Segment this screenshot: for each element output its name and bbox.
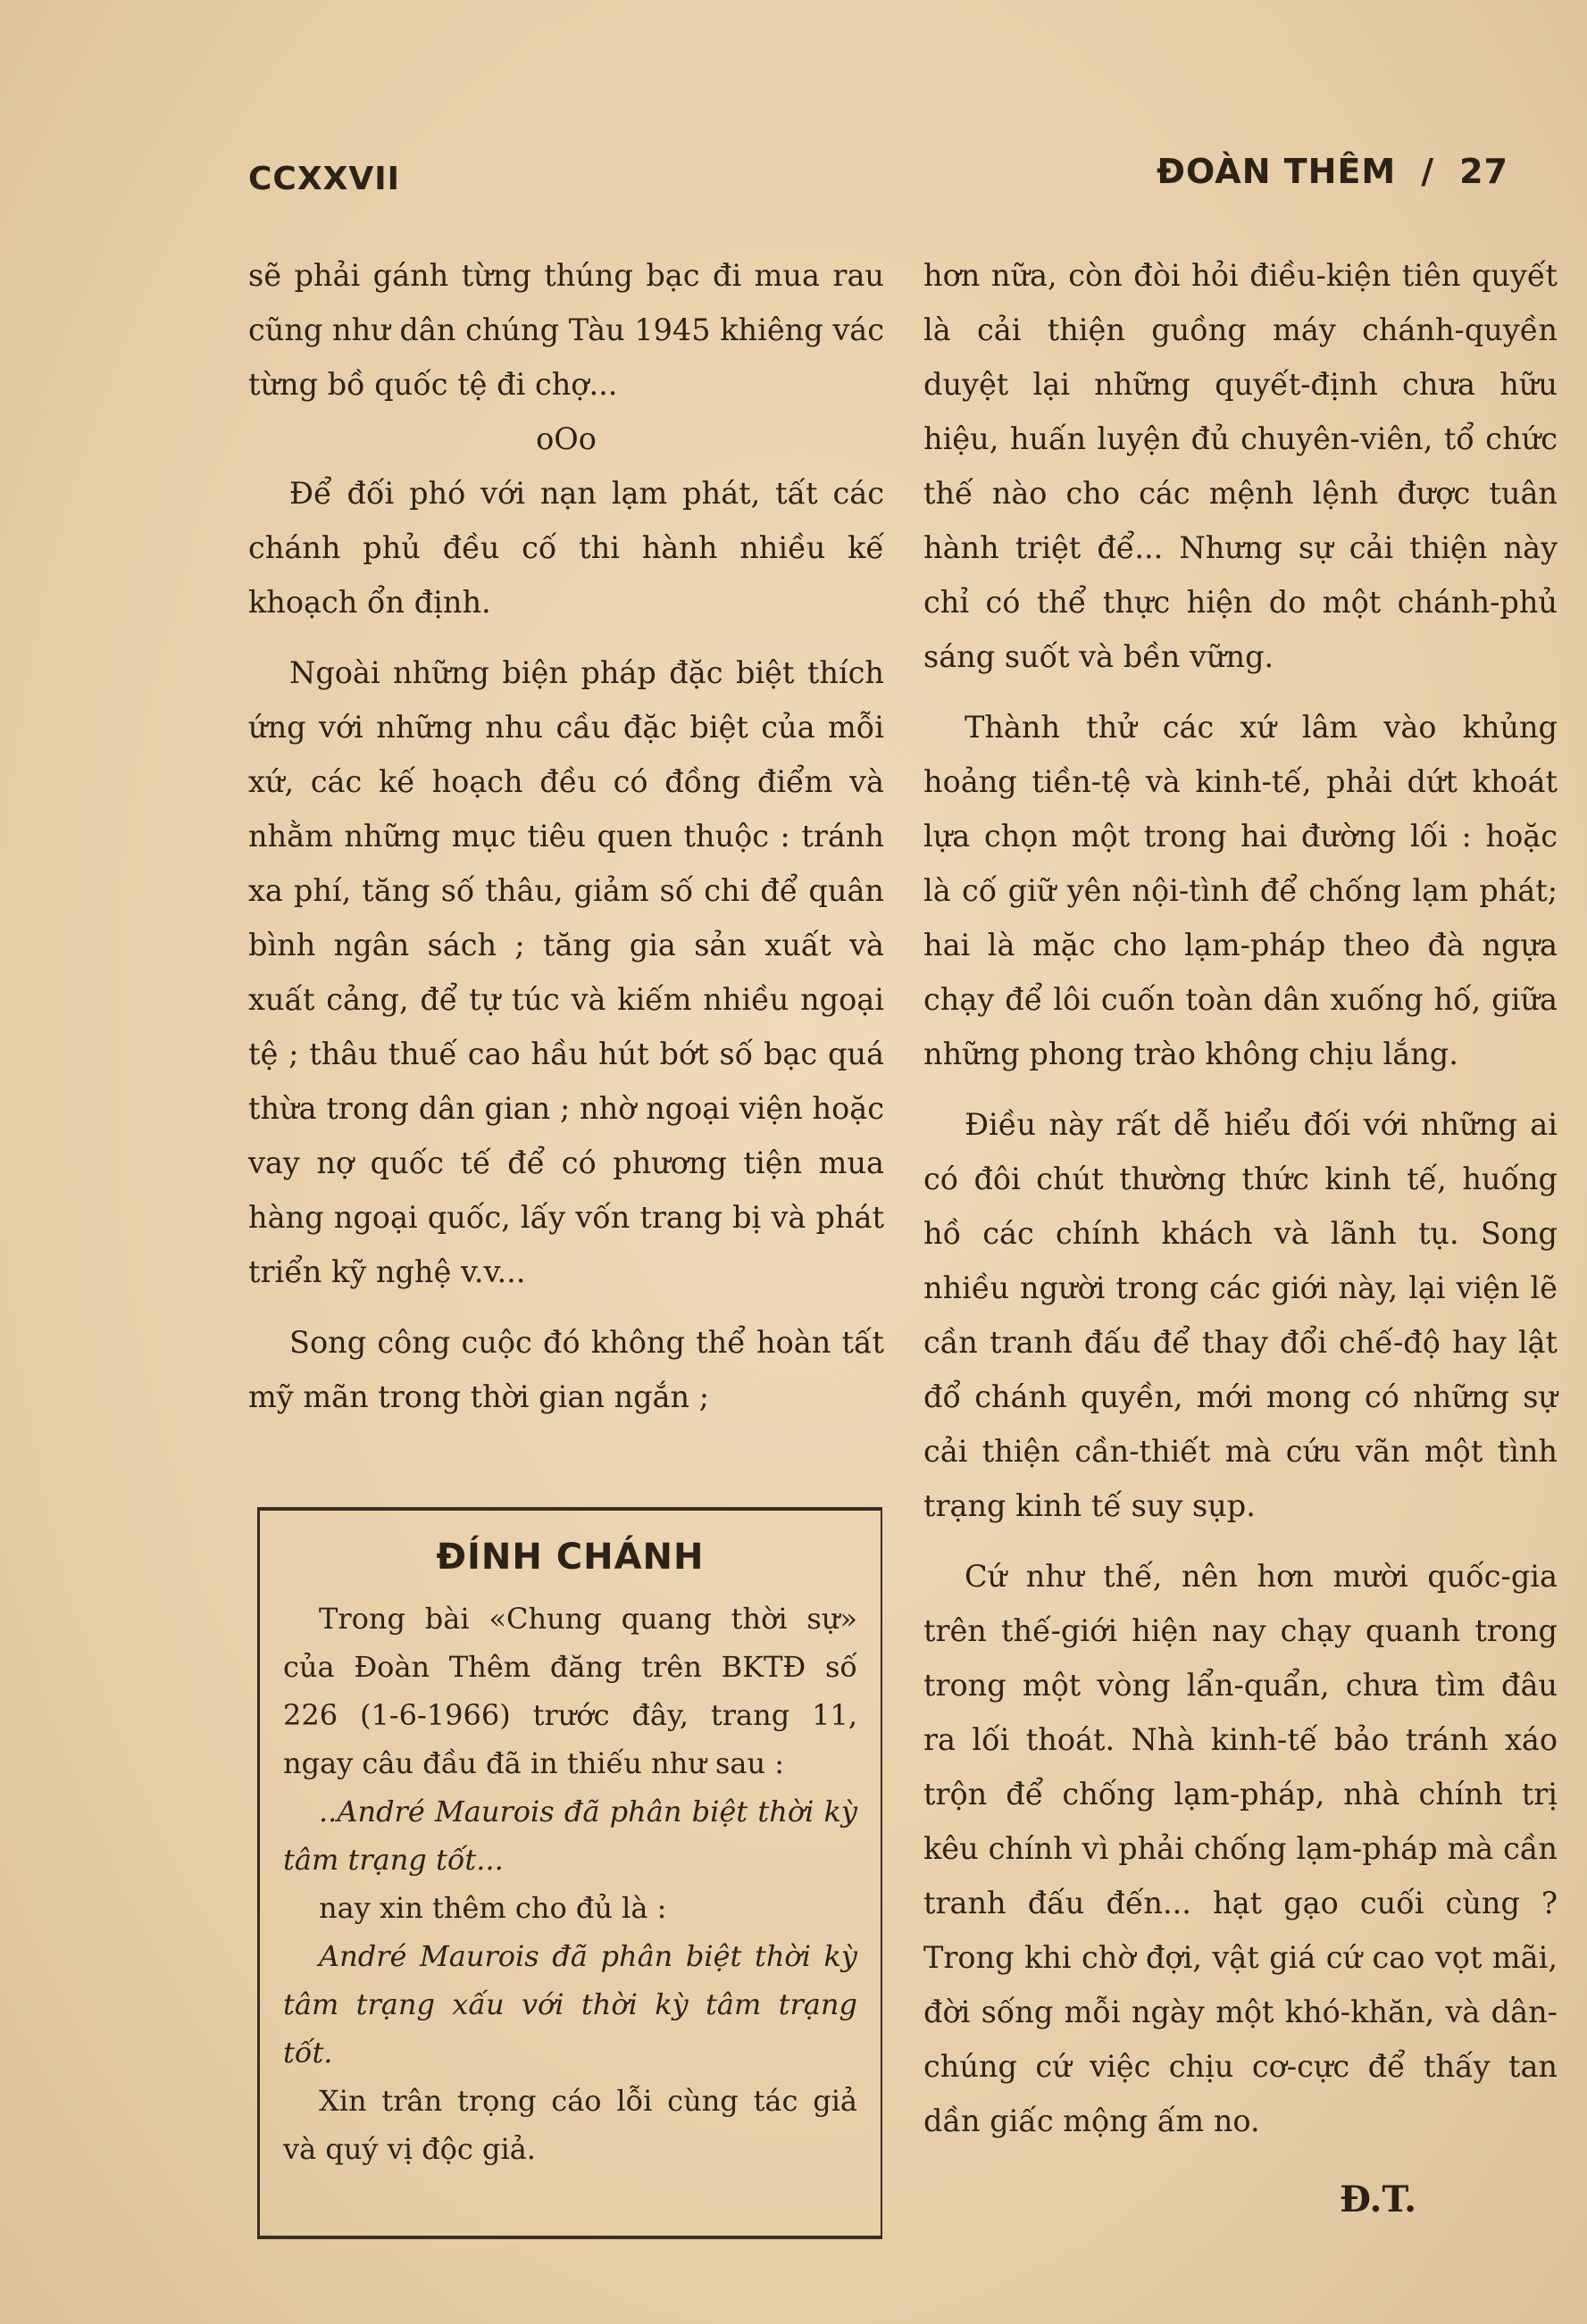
correction-box: [257, 1507, 882, 2239]
paragraph: Cứ như thế, nên hơn mười quốc-gia trên thế-giới hiện nay chạy quanh trong trong một vòng lẩn-quẩn, chưa tìm đâu ra lối thoát. Nhà kinh-tế bảo tránh xáo trộn để chống lạm-pháp, nhà chính trị kêu chính vì phải chống lạm-pháp mà cần tranh đấu đến... hạt gạo cuối cùng ? Trong khi chờ đợi, vật giá cứ cao vọt mãi, đời sống mỗi ngày một khó-khăn, và dân-chúng cứ việc chịu cơ-cực để thấy tan dần giấc mộng ấm no.: [923, 1559, 1558, 2138]
correction-title: ĐÍNH CHÁNH: [436, 1537, 705, 1578]
header-right: [1157, 152, 1508, 191]
paragraph: sẽ phải gánh từng thúng bạc đi mua rau cũng như dân chúng Tàu 1945 khiêng vác từng bồ quốc tệ đi chợ...: [248, 258, 884, 402]
paragraph: hơn nữa, còn đòi hỏi điều-kiện tiên quyết là cải thiện guồng máy chánh-quyền duyệt lại những quyết-định chưa hữu hiệu, huấn luyện đủ chuyên-viên, tổ chức thế nào cho các mệnh lệnh được tuân hành triệt để... Nhưng sự cải thiện này chỉ có thể thực hiện do một chánh-phủ sáng suốt và bền vững.: [923, 258, 1558, 674]
paragraph: Điều này rất dễ hiểu đối với những ai có đôi chút thường thức kinh tế, huống hồ các chính khách và lãnh tụ. Song nhiều người trong các giới này, lại viện lẽ cần tranh đấu để thay đổi chế-độ hay lật đổ chánh quyền, mới mong có những sự cải thiện cần-thiết mà cứu vãn một tình trạng kinh tế suy sụp.: [923, 1107, 1558, 1523]
correction-apology: Xin trân trọng cáo lỗi cùng tác giả và quý vị độc giả.: [283, 2084, 857, 2166]
correction-text: Trong bài «Chung quang thời sự» của Đoàn Thêm đăng trên BKTĐ số 226 (1-6-1966) trước đây, trang 11, ngay câu đầu đã in thiếu như sau :: [283, 1602, 857, 1780]
left-column: [248, 248, 884, 1424]
issue-number: CCXXVII: [248, 161, 401, 197]
page-number: 27: [1459, 152, 1508, 191]
paragraph: Thành thử các xứ lâm vào khủng hoảng tiền-tệ và kinh-tế, phải dứt khoát lựa chọn một trong hai đường lối : hoặc là cố giữ yên nội-tình để chống lạm phát; hai là mặc cho lạm-pháp theo đà ngựa chạy để lôi cuốn toàn dân xuống hố, giữa những phong trào không chịu lắng.: [923, 710, 1558, 1071]
right-column: [923, 248, 1558, 2148]
paragraph: Ngoài những biện pháp đặc biệt thích ứng với những nhu cầu đặc biệt của mỗi xứ, các kế hoạch đều có đồng điểm và nhằm những mục tiêu quen thuộc : tránh xa phí, tăng số thâu, giảm số chi để quân bình ngân sách ; tăng gia sản xuất và xuất cảng, để tự túc và kiếm nhiều ngoại tệ ; thâu thuế cao hầu hút bớt số bạc quá thừa trong dân gian ; nhờ ngoại viện hoặc vay nợ quốc tế để có phương tiện mua hàng ngoại quốc, lấy vốn trang bị và phát triển kỹ nghệ v.v...: [248, 655, 884, 1289]
paragraph: Song công cuộc đó không thể hoàn tất mỹ mãn trong thời gian ngắn ;: [248, 1325, 884, 1414]
author-signature: Đ.T.: [1340, 2178, 1416, 2220]
section-divider: oOo: [536, 421, 597, 456]
correction-quote-original: ..André Maurois đã phân biệt thời kỳ tâm trạng tốt...: [283, 1795, 857, 1877]
correction-text: nay xin thêm cho đủ là :: [319, 1891, 667, 1925]
author-name: ĐOÀN THÊM: [1157, 152, 1397, 191]
correction-quote-corrected: André Maurois đã phân biệt thời kỳ tâm trạng xấu với thời kỳ tâm trạng tốt.: [283, 1939, 857, 2070]
page-header: [0, 152, 1587, 205]
paragraph: Để đối phó với nạn lạm phát, tất các chánh phủ đều cố thi hành nhiều kế khoạch ổn định.: [248, 476, 884, 620]
header-separator: /: [1421, 152, 1435, 191]
